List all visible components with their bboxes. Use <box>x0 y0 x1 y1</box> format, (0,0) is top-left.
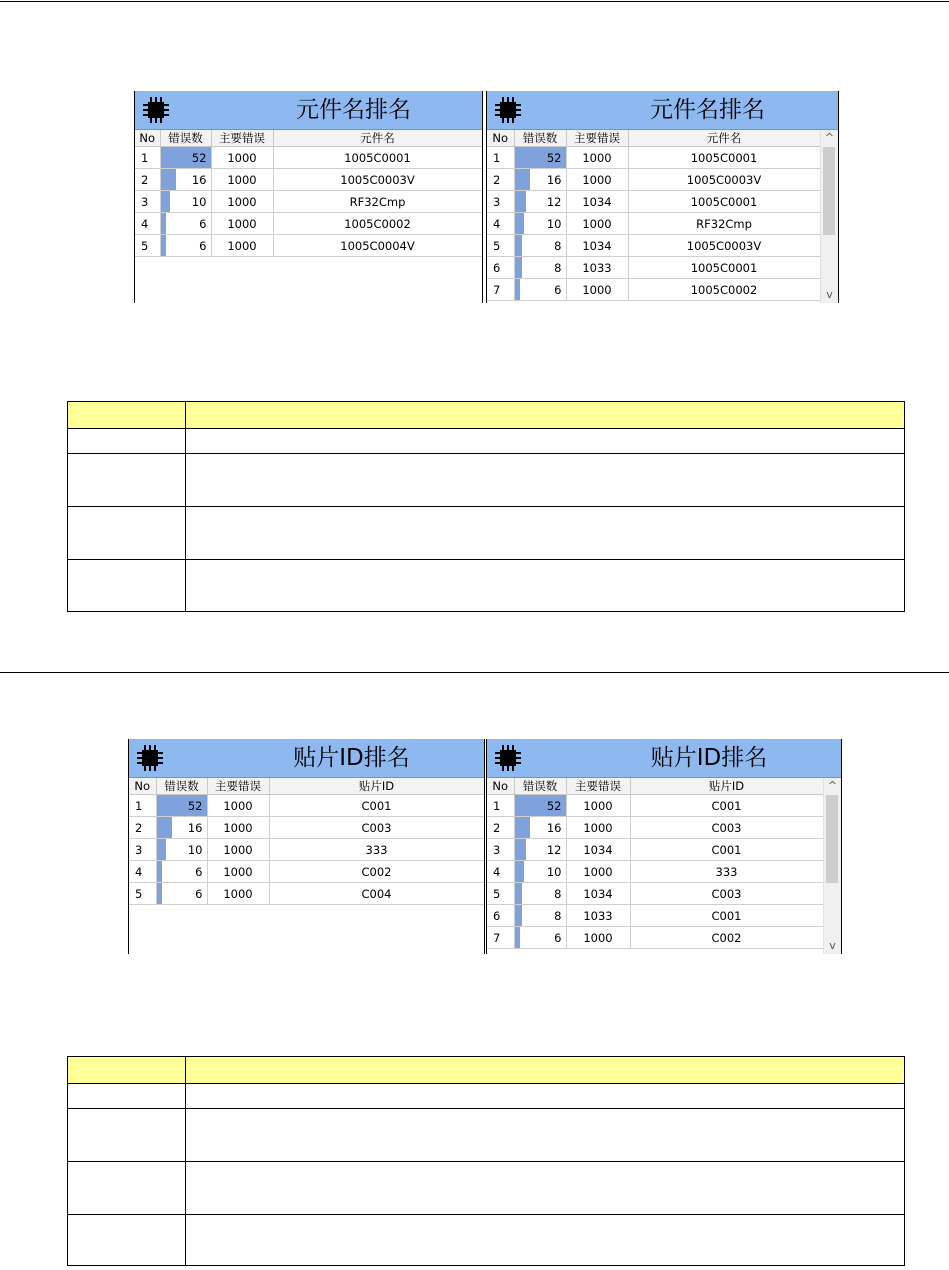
col-placement-id[interactable]: 贴片ID <box>269 778 484 795</box>
error-count-bar <box>161 191 171 212</box>
table-row[interactable] <box>487 235 820 257</box>
table-row[interactable] <box>129 883 484 905</box>
error-count-value: 52 <box>191 150 207 165</box>
section-divider <box>0 672 949 673</box>
ranking-table <box>129 778 485 905</box>
col-error-count[interactable]: 错误数 <box>160 130 211 147</box>
row-main-error: 1000 <box>566 213 628 235</box>
component-ranking-panel-right <box>486 91 839 303</box>
error-count-value: 16 <box>191 172 207 187</box>
row-main-error: 1034 <box>566 235 628 257</box>
panel-header <box>487 739 841 778</box>
table-row[interactable] <box>487 257 820 279</box>
vertical-scrollbar[interactable] <box>820 130 838 303</box>
col-main-error[interactable]: 主要错误 <box>211 130 273 147</box>
table-row[interactable] <box>487 861 823 883</box>
table-row[interactable] <box>487 839 823 861</box>
row-error-count <box>514 795 566 817</box>
error-count-bar <box>515 905 523 926</box>
row-error-count <box>156 839 207 861</box>
error-count-bar <box>157 883 163 904</box>
row-main-error: 1000 <box>566 279 628 301</box>
ranking-table <box>487 130 821 301</box>
error-count-bar <box>515 817 531 838</box>
placement-id-ranking-panel-left <box>128 739 485 954</box>
error-count-value: 16 <box>187 820 203 835</box>
panel-header <box>129 739 484 778</box>
row-name: 1005C0003V <box>273 169 482 191</box>
row-no: 3 <box>129 839 156 861</box>
scroll-down-icon[interactable]: v <box>826 288 833 301</box>
error-count-value: 10 <box>191 194 207 209</box>
row-error-count <box>514 257 566 279</box>
row-no: 7 <box>487 927 514 949</box>
row-main-error: 1000 <box>211 147 273 169</box>
row-error-count <box>514 147 566 169</box>
row-name: 1005C0003V <box>628 235 820 257</box>
row-name: RF32Cmp <box>628 213 820 235</box>
placement-id-ranking-panel-right <box>486 739 842 954</box>
error-count-value: 8 <box>554 886 562 901</box>
desc-header-cell <box>68 1057 186 1084</box>
row-name: C001 <box>630 839 823 861</box>
description-table-2 <box>67 1056 905 1266</box>
row-no: 4 <box>487 213 514 235</box>
error-count-value: 12 <box>546 194 562 209</box>
row-no: 1 <box>487 147 514 169</box>
desc-cell <box>186 429 905 454</box>
row-no: 4 <box>129 861 156 883</box>
description-table-1 <box>67 401 905 612</box>
row-main-error: 1000 <box>207 861 269 883</box>
row-no: 2 <box>129 817 156 839</box>
row-error-count <box>160 213 211 235</box>
row-error-count <box>160 235 211 257</box>
row-main-error: 1000 <box>566 817 630 839</box>
row-no: 5 <box>487 883 514 905</box>
error-count-bar <box>161 213 167 234</box>
ranking-table <box>135 130 483 257</box>
error-count-value: 10 <box>187 842 203 857</box>
row-name: 1005C0003V <box>628 169 820 191</box>
row-error-count <box>514 861 566 883</box>
row-no: 7 <box>487 279 514 301</box>
row-name: 1005C0001 <box>628 257 820 279</box>
row-no: 4 <box>487 861 514 883</box>
error-count-bar <box>161 235 167 256</box>
desc-cell <box>186 1215 905 1266</box>
row-no: 1 <box>129 795 156 817</box>
error-count-value: 16 <box>546 820 562 835</box>
row-no: 3 <box>135 191 160 213</box>
error-count-bar <box>515 861 525 882</box>
row-main-error: 1000 <box>566 795 630 817</box>
desc-cell <box>186 560 905 612</box>
desc-cell <box>68 1162 186 1215</box>
col-placement-id[interactable]: 贴片ID <box>630 778 823 795</box>
col-error-count[interactable]: 错误数 <box>514 130 566 147</box>
table-row[interactable] <box>487 169 820 191</box>
desc-cell <box>68 1084 186 1109</box>
row-error-count <box>160 169 211 191</box>
panel-header <box>135 91 482 130</box>
row-no: 3 <box>487 191 514 213</box>
component-ranking-panel-left <box>134 91 483 303</box>
error-count-bar <box>157 839 167 860</box>
error-count-bar <box>157 861 163 882</box>
col-no[interactable]: No <box>135 130 160 147</box>
panel-header <box>487 91 838 130</box>
error-count-value: 10 <box>546 216 562 231</box>
row-main-error: 1034 <box>566 839 630 861</box>
row-name: 1005C0001 <box>628 147 820 169</box>
row-name: 1005C0001 <box>273 147 482 169</box>
row-error-count <box>156 861 207 883</box>
row-no: 6 <box>487 905 514 927</box>
error-count-value: 10 <box>546 864 562 879</box>
desc-cell <box>186 454 905 507</box>
table-row[interactable] <box>129 817 484 839</box>
row-main-error: 1033 <box>566 257 628 279</box>
desc-cell <box>186 507 905 560</box>
row-no: 2 <box>487 817 514 839</box>
desc-cell <box>68 1109 186 1162</box>
desc-cell <box>68 560 186 612</box>
row-name: C003 <box>269 817 484 839</box>
row-no: 1 <box>135 147 160 169</box>
row-error-count <box>156 795 207 817</box>
desc-header-cell <box>186 1057 905 1084</box>
desc-cell <box>68 1215 186 1266</box>
row-name: C002 <box>269 861 484 883</box>
row-main-error: 1034 <box>566 191 628 213</box>
table-row[interactable] <box>129 795 484 817</box>
desc-header-cell <box>68 402 186 429</box>
scroll-up-icon[interactable]: ^ <box>827 779 838 792</box>
desc-cell <box>186 1162 905 1215</box>
row-no: 5 <box>487 235 514 257</box>
row-name: C003 <box>630 817 823 839</box>
table-row[interactable] <box>135 147 482 169</box>
row-no: 6 <box>487 257 514 279</box>
table-row[interactable] <box>487 795 823 817</box>
row-name: C001 <box>269 795 484 817</box>
error-count-bar <box>515 883 523 904</box>
desc-cell <box>68 507 186 560</box>
table-row[interactable] <box>135 169 482 191</box>
error-count-value: 6 <box>195 886 203 901</box>
row-main-error: 1000 <box>211 169 273 191</box>
col-main-error[interactable]: 主要错误 <box>566 778 630 795</box>
row-name: C003 <box>630 883 823 905</box>
error-count-value: 6 <box>195 864 203 879</box>
error-count-value: 52 <box>546 150 562 165</box>
col-component-name[interactable]: 元件名 <box>628 130 820 147</box>
error-count-bar <box>515 235 523 256</box>
row-name: RF32Cmp <box>273 191 482 213</box>
row-name: 1005C0002 <box>628 279 820 301</box>
desc-cell <box>186 1109 905 1162</box>
row-main-error: 1000 <box>566 927 630 949</box>
row-name: 1005C0004V <box>273 235 482 257</box>
row-main-error: 1000 <box>566 169 628 191</box>
error-count-bar <box>515 169 531 190</box>
table-row[interactable] <box>135 213 482 235</box>
error-count-bar <box>515 213 525 234</box>
row-no: 2 <box>135 169 160 191</box>
row-no: 5 <box>129 883 156 905</box>
error-count-value: 6 <box>199 216 207 231</box>
row-error-count <box>160 191 211 213</box>
row-main-error: 1033 <box>566 905 630 927</box>
panel-title: 贴片ID排名 <box>650 745 768 771</box>
table-row[interactable] <box>487 927 823 949</box>
col-no[interactable]: No <box>487 778 514 795</box>
desc-cell <box>68 429 186 454</box>
error-count-bar <box>515 927 521 948</box>
col-error-count[interactable]: 错误数 <box>156 778 207 795</box>
row-no: 1 <box>487 795 514 817</box>
table-row[interactable] <box>487 817 823 839</box>
scroll-thumb[interactable] <box>826 795 838 883</box>
error-count-value: 12 <box>546 842 562 857</box>
row-error-count <box>514 817 566 839</box>
row-main-error: 1000 <box>566 147 628 169</box>
row-no: 5 <box>135 235 160 257</box>
row-error-count <box>514 191 566 213</box>
row-main-error: 1000 <box>207 883 269 905</box>
col-main-error[interactable]: 主要错误 <box>207 778 269 795</box>
table-row[interactable] <box>129 861 484 883</box>
error-count-value: 16 <box>546 172 562 187</box>
row-main-error: 1000 <box>207 839 269 861</box>
error-count-bar <box>515 191 527 212</box>
row-error-count <box>160 147 211 169</box>
col-main-error[interactable]: 主要错误 <box>566 130 628 147</box>
row-name: C001 <box>630 795 823 817</box>
col-error-count[interactable]: 错误数 <box>514 778 566 795</box>
error-count-value: 52 <box>187 798 203 813</box>
row-name: 333 <box>630 861 823 883</box>
table-row[interactable] <box>135 191 482 213</box>
panel-title: 元件名排名 <box>650 97 765 123</box>
row-main-error: 1034 <box>566 883 630 905</box>
scroll-thumb[interactable] <box>823 147 835 235</box>
col-no[interactable]: No <box>129 778 156 795</box>
row-name: 1005C0002 <box>273 213 482 235</box>
panel-title: 元件名排名 <box>296 97 411 123</box>
table-row[interactable] <box>129 839 484 861</box>
ranking-table <box>487 778 824 949</box>
col-component-name[interactable]: 元件名 <box>273 130 482 147</box>
table-row[interactable] <box>487 213 820 235</box>
top-rule <box>0 1 949 2</box>
row-error-count <box>514 169 566 191</box>
row-name: C001 <box>630 905 823 927</box>
row-main-error: 1000 <box>211 235 273 257</box>
row-error-count <box>514 839 566 861</box>
desc-cell <box>186 1084 905 1109</box>
row-name: C004 <box>269 883 484 905</box>
scroll-down-icon[interactable]: v <box>829 939 836 952</box>
error-count-bar <box>515 839 527 860</box>
row-error-count <box>514 279 566 301</box>
row-error-count <box>514 213 566 235</box>
table-row[interactable] <box>135 235 482 257</box>
error-count-value: 8 <box>554 908 562 923</box>
row-name: 333 <box>269 839 484 861</box>
table-row[interactable] <box>487 883 823 905</box>
error-count-bar <box>515 279 521 300</box>
error-count-value: 52 <box>546 798 562 813</box>
row-name: 1005C0001 <box>628 191 820 213</box>
col-no[interactable]: No <box>487 130 514 147</box>
error-count-value: 6 <box>554 930 562 945</box>
row-name: C002 <box>630 927 823 949</box>
vertical-scrollbar[interactable] <box>823 778 841 954</box>
row-error-count <box>514 235 566 257</box>
desc-cell <box>68 454 186 507</box>
scroll-up-icon[interactable]: ^ <box>824 131 835 144</box>
table-row[interactable] <box>487 191 820 213</box>
row-error-count <box>156 883 207 905</box>
error-count-bar <box>161 169 176 190</box>
desc-header-cell <box>186 402 905 429</box>
row-no: 4 <box>135 213 160 235</box>
error-count-value: 8 <box>554 238 562 253</box>
error-count-value: 6 <box>199 238 207 253</box>
error-count-value: 8 <box>554 260 562 275</box>
error-count-value: 6 <box>554 282 562 297</box>
row-main-error: 1000 <box>566 861 630 883</box>
row-error-count <box>514 927 566 949</box>
row-no: 2 <box>487 169 514 191</box>
table-row[interactable] <box>487 147 820 169</box>
row-main-error: 1000 <box>211 213 273 235</box>
row-main-error: 1000 <box>211 191 273 213</box>
row-error-count <box>514 905 566 927</box>
row-main-error: 1000 <box>207 817 269 839</box>
table-row[interactable] <box>487 279 820 301</box>
panel-title: 贴片ID排名 <box>293 745 410 771</box>
row-main-error: 1000 <box>207 795 269 817</box>
row-error-count <box>156 817 207 839</box>
error-count-bar <box>515 257 523 278</box>
row-error-count <box>514 883 566 905</box>
error-count-bar <box>157 817 172 838</box>
table-row[interactable] <box>487 905 823 927</box>
row-no: 3 <box>487 839 514 861</box>
